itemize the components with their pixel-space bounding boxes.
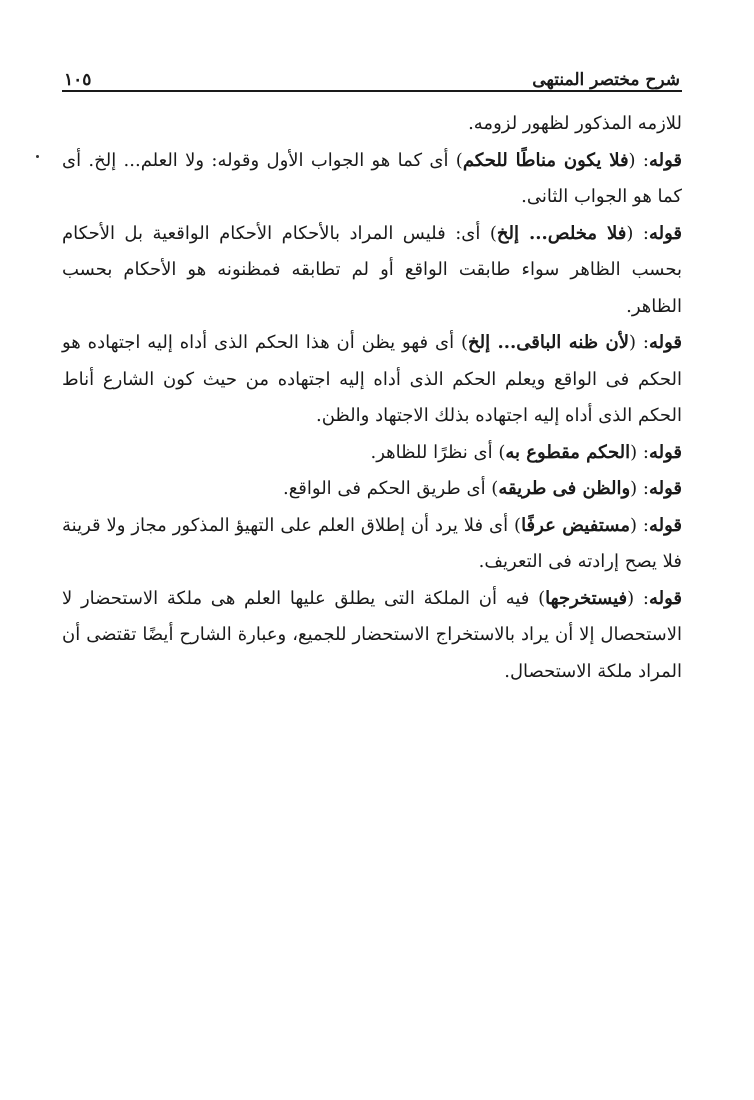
gloss-open: : ( <box>630 441 649 463</box>
paragraph-gloss <box>62 508 682 581</box>
paragraph-continuation <box>62 106 682 143</box>
running-header <box>62 56 682 92</box>
paragraph-gloss <box>62 216 682 326</box>
paragraph-gloss <box>62 143 682 216</box>
gloss-close: ) <box>460 332 468 353</box>
gloss-lead: قوله <box>648 222 683 244</box>
gloss-open: : ( <box>628 149 649 171</box>
gloss-lead: قوله <box>648 587 682 609</box>
gloss-open: : ( <box>629 332 649 353</box>
gloss-lead: قوله <box>648 332 683 353</box>
paragraph-gloss <box>62 581 682 691</box>
gloss-open: : ( <box>629 514 649 536</box>
book-page <box>62 56 682 690</box>
paragraph-text: للازمه المذكور لظهور لزومه. <box>468 113 682 134</box>
gloss-lead: قوله <box>648 441 682 463</box>
gloss-key-phrase: لأن ظنه الباقى... إلخ <box>468 332 630 353</box>
running-title: شرح مختصر المنتهى <box>532 70 680 90</box>
gloss-key-phrase: والظن فى طريقه <box>498 478 631 499</box>
commentary-body <box>62 106 682 690</box>
gloss-close: ) <box>491 478 499 499</box>
page-number: ١٠٥ <box>64 70 92 90</box>
gloss-key-phrase: الحكم مقطوع به <box>505 441 631 463</box>
gloss-close: ) <box>514 514 522 536</box>
paragraph-gloss <box>62 435 682 472</box>
gloss-close: ) <box>489 222 497 244</box>
gloss-text: أى: فليس المراد بالأحكام الأحكام الواقعية بل الأحكام بحسب الظاهر سواء طابقت الواقع أو لم تطابقه فمظنونه هو الأحكام بحسب الظاهر. <box>62 222 682 317</box>
gloss-text: أى فهو يظن أن هذا الحكم الذى أداه إليه اجتهاده هو الحكم فى الواقع ويعلم الحكم الذى أداه إليه اجتهاده من حيث كون الشارع أناط الحكم الذى أداه إليه اجتهاده بذلك الاجتهاد والظن. <box>62 332 682 426</box>
gloss-text: أى نظرًا للظاهر. <box>370 441 499 463</box>
gloss-lead: قوله <box>648 478 682 499</box>
gloss-open: : ( <box>627 587 649 609</box>
margin-speck <box>36 155 39 158</box>
paragraph-gloss <box>62 325 682 435</box>
gloss-lead: قوله <box>648 149 682 171</box>
gloss-key-phrase: مستفيض عرفًا <box>521 514 630 536</box>
gloss-close: ) <box>538 587 546 609</box>
gloss-key-phrase: فيستخرجها <box>545 587 628 609</box>
gloss-text: أى كما هو الجواب الأول وقوله: ولا العلم... إلخ. أى كما هو الجواب الثانى. <box>62 149 682 207</box>
gloss-key-phrase: فلا يكون مناطًا للحكم <box>462 149 629 171</box>
gloss-text: أى طريق الحكم فى الواقع. <box>282 478 492 499</box>
gloss-open: : ( <box>626 222 649 244</box>
gloss-lead: قوله <box>648 514 683 536</box>
gloss-close: ) <box>455 149 463 171</box>
gloss-text: أى فلا يرد أن إطلاق العلم على التهيؤ المذكور مجاز ولا قرينة فلا يصح إرادته فى التعريف. <box>62 514 682 572</box>
paragraph-gloss <box>62 471 682 508</box>
gloss-key-phrase: فلا مخلص... إلخ <box>496 222 627 244</box>
gloss-close: ) <box>498 441 506 463</box>
gloss-text: فيه أن الملكة التى يطلق عليها العلم هى ملكة الاستحضار لا الاستحصال إلا أن يراد بالاستخراج الاستحضار للجميع، وعبارة الشارح أيضًا تقتضى أن المراد ملكة الاستحصال. <box>62 587 682 682</box>
gloss-open: : ( <box>630 478 649 499</box>
